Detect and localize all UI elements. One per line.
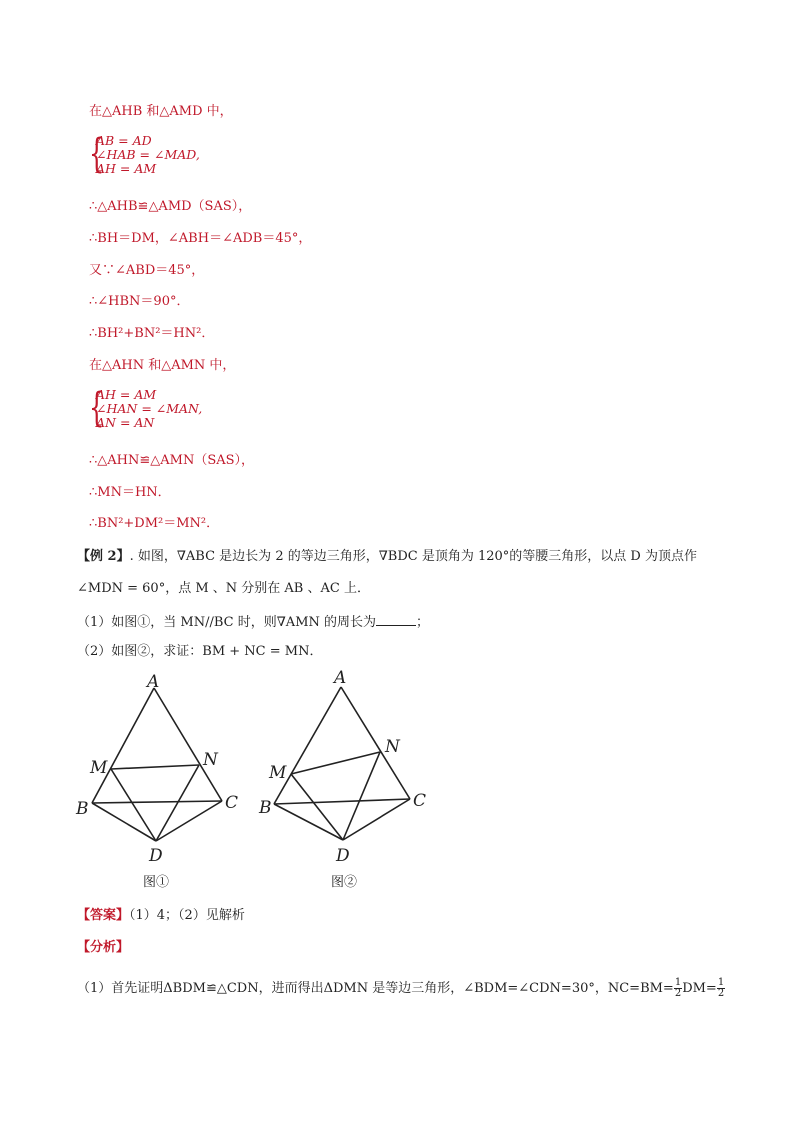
fraction-one-half-1: $\frac{1}{2}$ [674,977,682,999]
proof-pyth-1: ∴BH²+BN²＝HN²． [89,326,215,341]
analysis-tag: 【分析】 [77,940,130,955]
system1-row-1: AB = AD [96,133,152,148]
answer-line [77,908,245,924]
fraction-one-half-2: $\frac{1}{2}$ [717,977,725,999]
figure-1 [70,668,250,898]
edge-BD [92,803,156,841]
answer-tag: 【答案】 [77,908,130,923]
edge-CD [156,801,222,841]
system1-row-3: AH = AM [96,161,157,176]
label-A: A [147,672,160,692]
example-2-text-1: . 如图，∇ABC 是边长为 2 的等边三角形，∇BDC 是顶角为 120°的等腰三角形，以点 D 为顶点作 [129,549,697,564]
example-2-question-1 [77,613,429,631]
system2-row-1: AH = AM [96,387,157,402]
proof-mn-hn: ∴MN＝HN． [89,485,171,500]
analysis-tag-line [77,940,129,956]
edge-CD [343,799,410,840]
caption-figure-2: 图② [331,875,358,890]
edge-AB [92,688,154,803]
proof-intro-2: 在△AHN 和△AMN 中， [89,358,236,373]
analysis-text: （1）首先证明ΔBDM≌△CDN，进而得出ΔDMN 是等边三角形，∠BDM=∠CDN=30°，NC=BM= [77,981,674,996]
proof-abd45: 又∵∠ABD＝45°， [89,263,205,278]
edge-AB [274,687,341,804]
edge-BC [92,801,222,803]
proof-bh-dm: ∴BH＝DM，∠ABH＝∠ADB＝45°， [89,231,312,246]
example-2-question-2: （2）如图②，求证：BM + NC = MN． [77,644,323,659]
edge-MD [111,769,156,841]
equation-system-2 [89,387,289,433]
label-B: B [76,799,89,819]
edge-MN [291,752,380,774]
question-1-text: （1）如图①，当 MN//BC 时，则∇AMN 的周长为 [77,615,377,630]
label-B: B [259,798,272,818]
example-2-line-1 [77,549,697,565]
label-A: A [334,668,347,688]
label-N: N [385,737,400,757]
edge-MD [291,774,343,840]
figure-2 [255,665,440,898]
proof-congruent-1: ∴△AHB≌△AMD（SAS）， [89,199,252,214]
proof-intro-1: 在△AHB 和△AMD 中， [89,104,233,119]
equation-system-1 [89,133,289,179]
edge-BC [274,799,410,804]
label-M: M [269,763,287,783]
caption-figure-1: 图① [143,875,170,890]
edge-ND [343,752,380,840]
edge-BD [274,804,343,840]
label-N: N [203,750,218,770]
left-brace: { [89,385,105,431]
analysis-mid: DM= [682,981,717,996]
example-2-line-2: ∠MDN = 60°，点 M 、N 分别在 AB 、AC 上． [77,581,370,596]
edge-ND [156,765,199,841]
proof-pyth-2: ∴BN²+DM²＝MN²． [89,516,220,531]
left-brace: { [89,131,105,177]
system2-row-2: ∠HAN = ∠MAN, [96,401,203,416]
example-2-tag: 【例 2】 [77,549,130,564]
proof-congruent-2: ∴△AHN≌△AMN（SAS）， [89,453,255,468]
system1-row-2: ∠HAB = ∠MAD, [96,147,200,162]
system2-row-3: AN = AN [96,415,155,430]
question-1-suffix: ； [416,615,430,630]
label-D: D [149,846,163,866]
label-C: C [225,793,239,813]
label-D: D [336,846,350,866]
analysis-line-1 [77,978,725,1000]
label-C: C [413,791,427,811]
answer-blank [376,613,416,626]
edge-MN [111,765,199,769]
proof-hbn90: ∴∠HBN＝90°． [89,294,190,309]
answer-text: （1）4；（2）见解析 [129,908,245,923]
label-M: M [90,758,108,778]
